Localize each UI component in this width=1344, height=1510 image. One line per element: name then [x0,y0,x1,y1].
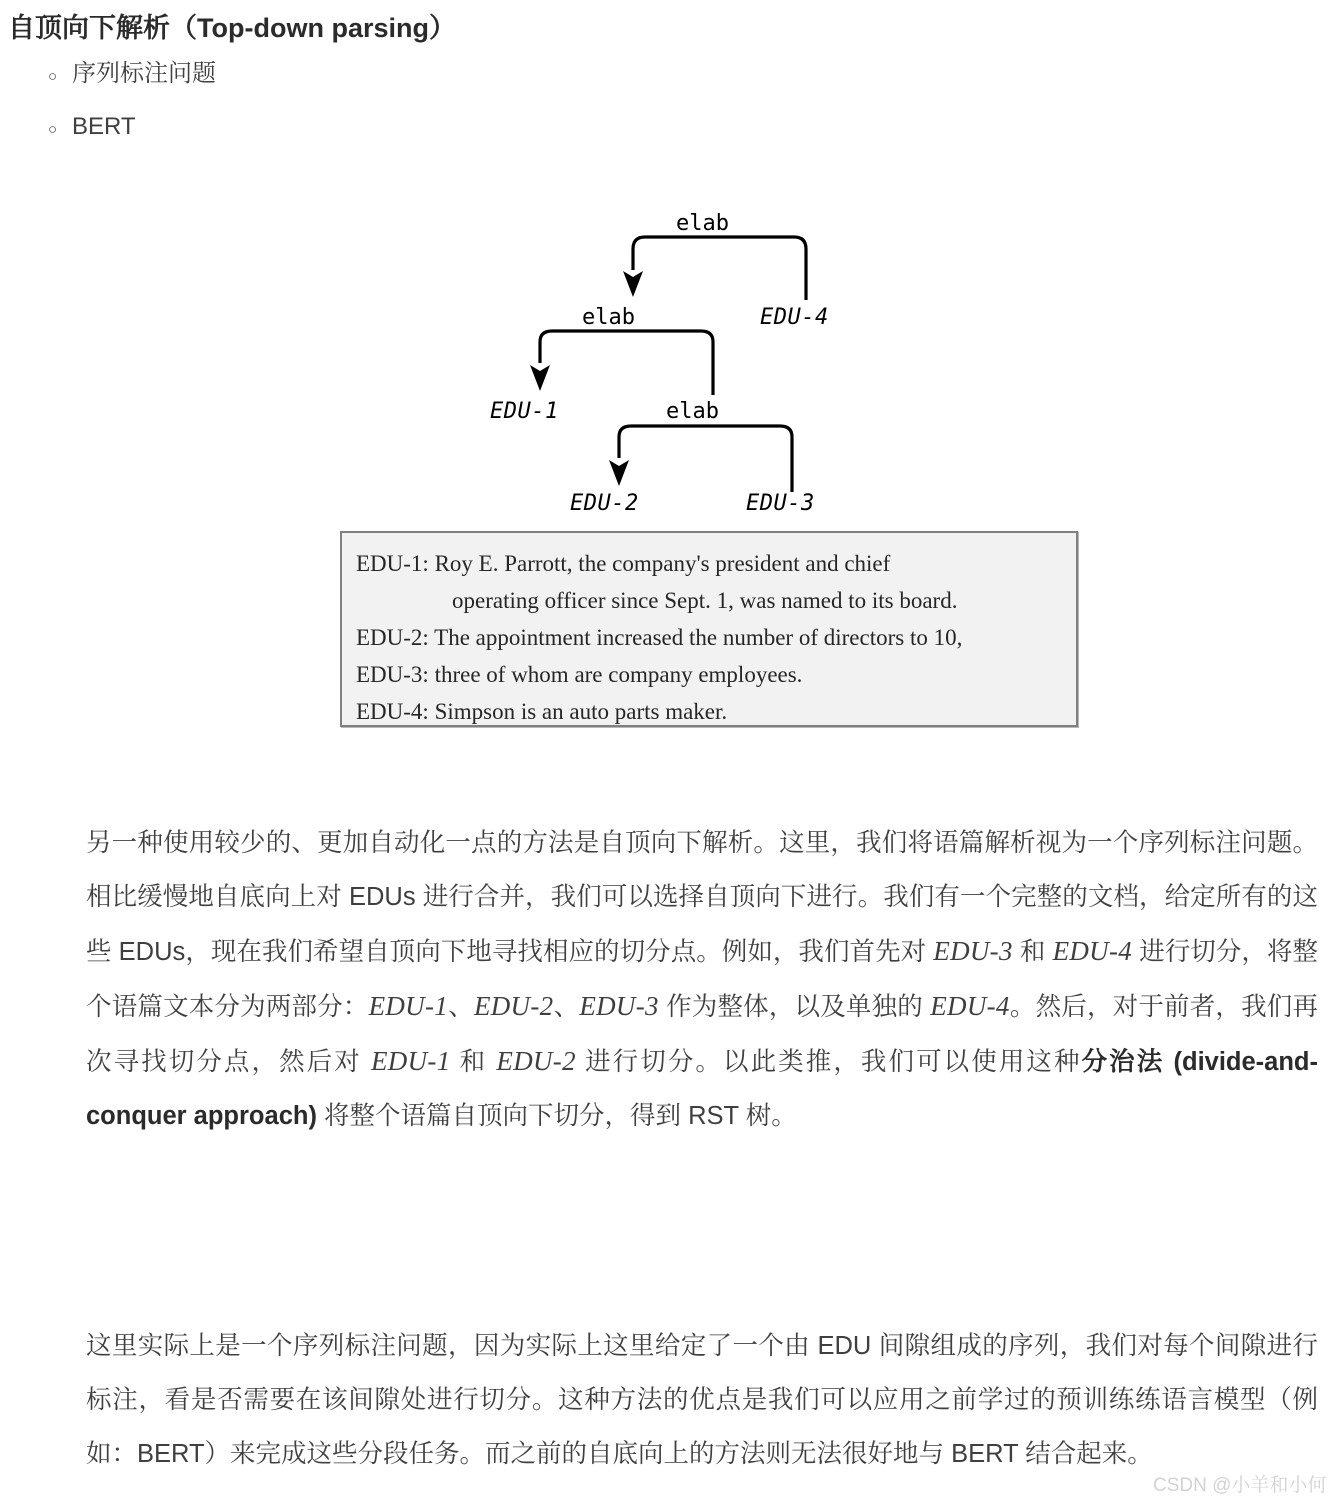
page-title: 自顶向下解析（Top-down parsing） [8,13,456,43]
math-var-edu3: EDU-3 [579,990,659,1021]
math-var-edu2: EDU-2 [496,1045,576,1076]
text-run: 另一种使用较少的、更加自动化一点的方法是自顶向下解析。这里，我们将语篇解析视为一个序列标注问题。相比缓慢地自底向上对 EDUs 进行合并，我们可以选择自顶向下进行。我们有一个完整的文档，给定所有的这些 EDUs，现在我们希望自顶向下地寻找相应的切分点。例如，我们首先对 [86,828,1318,966]
edu-line: EDU-3: three of whom are company employees. [356,662,803,687]
body-paragraph-2: 这里实际上是一个序列标注问题，因为实际上这里给定了一个由 EDU 间隙组成的序列，我们对每个间隙进行标注，看是否需要在该间隙处进行切分。这种方法的优点是我们可以应用之前学过的预训练练语言模型（例如：BERT）来完成这些分段任务。而之前的自底向上的方法则无法很好地与 BERT 结合起来。 [86,1331,1318,1468]
circle-bullet-icon: ○ [48,68,58,85]
emphasis-divide-and-conquer: 分治法 (divide-and-conquer approach) [86,1047,1318,1130]
edu-line: EDU-1: Roy E. Parrott, the company's president and chief [356,551,891,576]
list-item-label: 序列标注问题 [72,60,216,87]
circle-bullet-icon: ○ [48,121,58,138]
edu-line: EDU-4: Simpson is an auto parts maker. [356,699,728,724]
edu-line-continuation: operating officer since Sept. 1, was named to its board. [452,588,958,613]
bullet-list [48,62,648,168]
edu-definition-box [340,531,1078,727]
text-run: 作为整体，以及单独的 [658,992,931,1021]
math-var-edu1: EDU-1 [371,1045,451,1076]
list-item [48,115,648,168]
math-var-edu1: EDU-1 [368,990,449,1021]
list-item-label: BERT [72,113,136,140]
text-run: 和 [450,1047,497,1076]
math-var-edu4: EDU-4 [930,990,1010,1021]
text-run: 进行切分，将整个语篇文本分为两部分： [86,937,1318,1021]
rst-tree-diagram [470,195,890,525]
math-var-edu4: EDU-4 [1052,935,1133,966]
tree-node-edu4: EDU-4 [760,305,829,330]
body-paragraph-1 [86,816,1318,1143]
edu-line: EDU-2: The appointment increased the number of directors to 10, [356,625,963,650]
text-run: 和 [1012,937,1053,966]
csdn-watermark: CSDN @小羊和小何 [1153,1475,1327,1496]
math-var-edu3: EDU-3 [933,935,1013,966]
text-run: 进行切分。以此类推，我们可以使用这种 [575,1047,1082,1076]
rst-tree-arrows [470,195,890,525]
tree-node-edu2: EDU-2 [570,491,639,516]
text-run: 、 [448,992,474,1021]
tree-node-edu3: EDU-3 [746,491,815,516]
text-run: 将整个语篇自顶向下切分，得到 RST 树。 [316,1101,797,1130]
math-var-edu2: EDU-2 [473,990,554,1021]
tree-relation-label-low: elab [666,399,719,424]
text-run: 、 [553,992,580,1021]
tree-relation-label-top: elab [676,211,729,236]
text-run: 。然后，对于前者，我们再次寻找切分点，然后对 [86,992,1318,1076]
tree-node-edu1: EDU-1 [490,399,559,424]
tree-relation-label-mid: elab [582,305,635,330]
list-item [48,62,648,115]
